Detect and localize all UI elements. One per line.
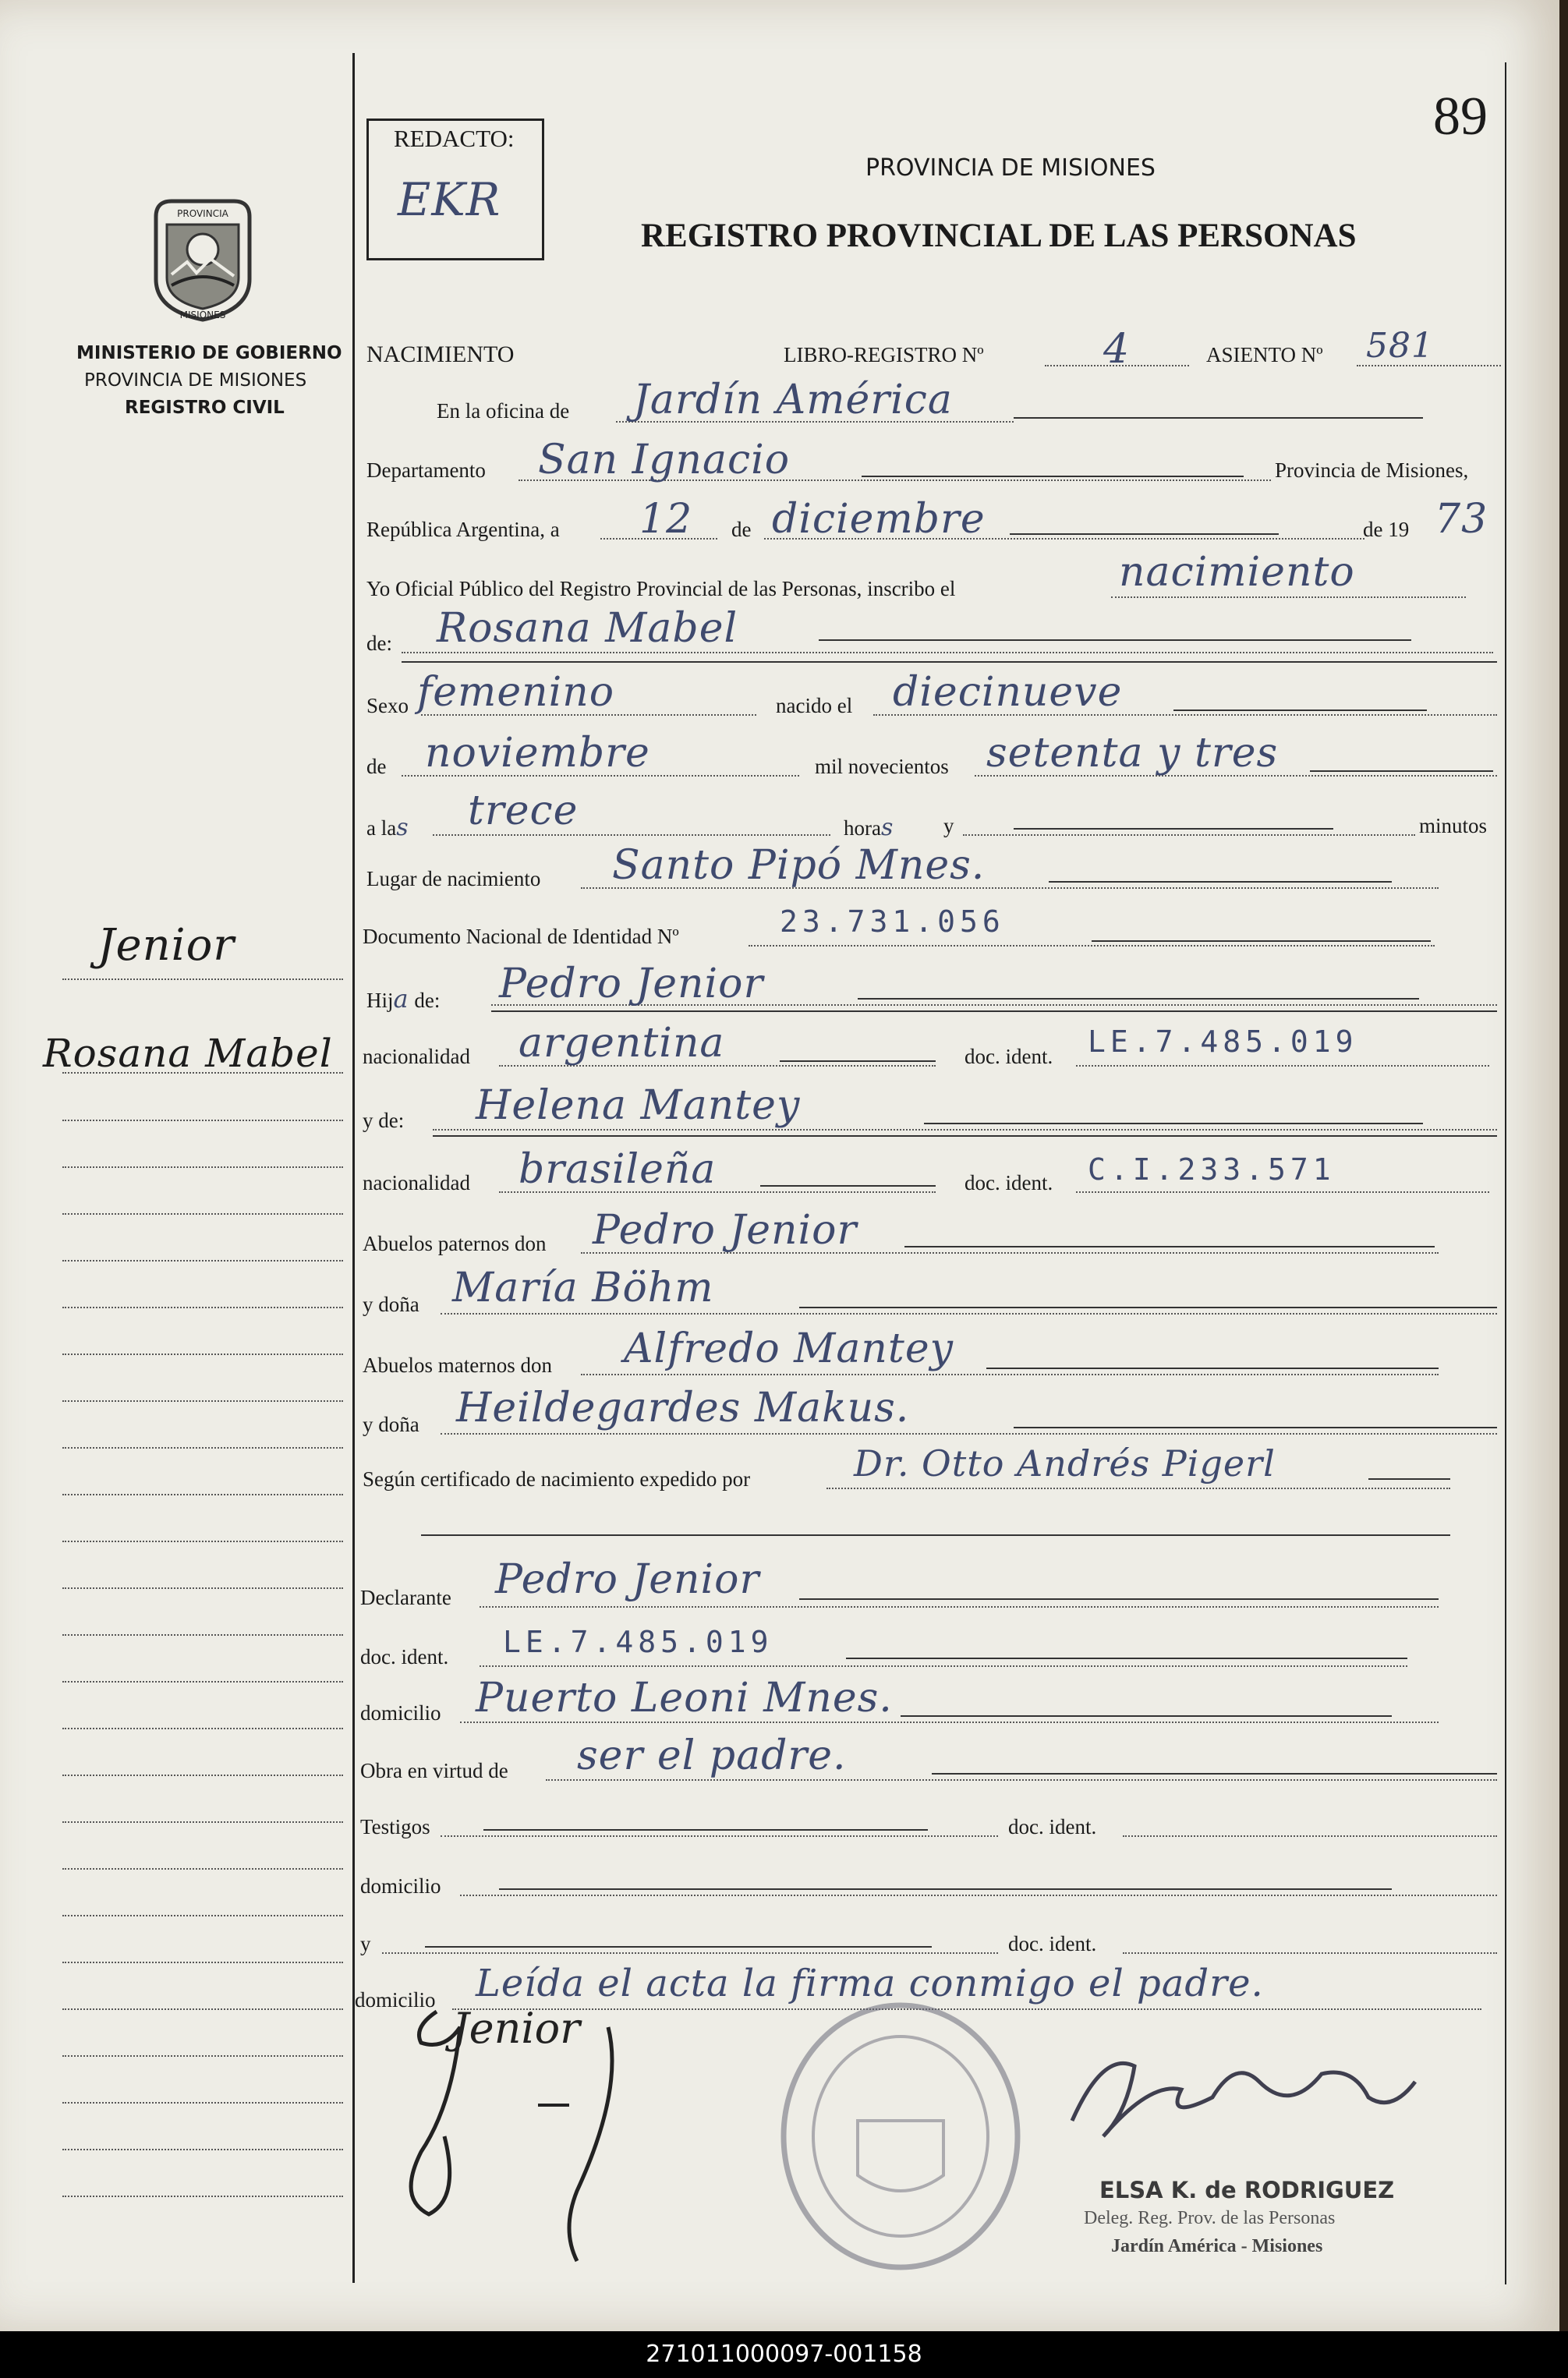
hora-label: horas xyxy=(844,814,894,841)
margin-ruled-line xyxy=(62,1868,343,1870)
redacto-label: REDACTO: xyxy=(394,125,515,152)
republica-label: República Argentina, a xyxy=(366,518,560,541)
margin-ruled-line xyxy=(62,2102,343,2104)
nacido-value: diecinueve xyxy=(893,669,1123,716)
margin-ruled-line xyxy=(62,1447,343,1449)
maternal-grandmother: Heildegardes Makus. xyxy=(456,1385,910,1431)
asiento-label: ASIENTO Nº xyxy=(1206,343,1323,366)
mother-nationality: brasileña xyxy=(519,1146,717,1193)
margin-ruled-line xyxy=(62,1775,343,1776)
margin-ruled-line xyxy=(62,1681,343,1683)
official-stamp xyxy=(772,1996,1029,2277)
margin-divider xyxy=(352,53,355,2283)
folio-number: 89 xyxy=(1433,87,1488,147)
birth-year: setenta y tres xyxy=(986,730,1279,777)
official-name: ELSA K. de RODRIGUEZ xyxy=(1099,2177,1395,2203)
oficina-label: En la oficina de xyxy=(437,399,570,423)
redacto-initials: EKR xyxy=(398,173,501,226)
lugar-value: Santo Pipó Mnes. xyxy=(612,842,986,889)
margin-ruled-line xyxy=(62,1821,343,1823)
provincial-emblem xyxy=(140,193,265,324)
declarante-value: Pedro Jenior xyxy=(495,1556,760,1603)
margin-ruled-line xyxy=(62,1541,343,1542)
maternal-grandfather: Alfredo Mantey xyxy=(624,1325,954,1372)
official-place: Jardín América - Misiones xyxy=(1111,2236,1323,2256)
province-label: PROVINCIA DE MISIONES xyxy=(84,370,307,391)
docid-label: doc. ident. xyxy=(360,1645,449,1668)
ydona2-label: y doña xyxy=(363,1413,419,1436)
a-la-label: a las xyxy=(366,814,409,841)
month-value: diciembre xyxy=(772,496,986,543)
oficina-value: Jardín América xyxy=(633,377,953,423)
margin-ruled-line xyxy=(62,1587,343,1589)
official-signature xyxy=(1057,2035,1439,2152)
domicilio-label: domicilio xyxy=(360,1701,441,1725)
father-doc: LE.7.485.019 xyxy=(1088,1024,1358,1059)
asiento-number: 581 xyxy=(1366,326,1434,366)
margin-ruled-line xyxy=(62,1307,343,1308)
margin-ruled-line xyxy=(62,1120,343,1121)
margin-ruled-line xyxy=(62,2055,343,2057)
libro-number: 4 xyxy=(1103,326,1131,373)
ministry-label: MINISTERIO DE GOBIERNO xyxy=(76,343,342,363)
hour-value: trece xyxy=(468,787,579,834)
hij-label: Hija de: xyxy=(366,984,441,1014)
lugar-label: Lugar de nacimiento xyxy=(366,867,541,890)
doc1-label: doc. ident. xyxy=(965,1045,1053,1068)
sexo-value: femenino xyxy=(417,669,615,716)
margin-ruled-line xyxy=(62,1213,343,1215)
official-role: Deleg. Reg. Prov. de las Personas xyxy=(1084,2208,1336,2228)
declarante-doc: LE.7.485.019 xyxy=(503,1625,773,1659)
paternal-grandmother: María Böhm xyxy=(452,1265,714,1311)
day-value: 12 xyxy=(639,496,693,543)
year-prefix: de 19 xyxy=(1363,518,1410,541)
de2-label: de xyxy=(366,755,387,778)
obra-label: Obra en virtud de xyxy=(360,1759,508,1782)
domicilio-value: Puerto Leoni Mnes. xyxy=(476,1675,893,1722)
paternal-grandfather: Pedro Jenior xyxy=(593,1207,858,1254)
libro-label: LIBRO-REGISTRO Nº xyxy=(784,343,984,366)
leida-note: Leída el acta la firma conmigo el padre. xyxy=(476,1962,1264,2005)
segun-label: Según certificado de nacimiento expedido por xyxy=(363,1467,751,1491)
doc-t2-label: doc. ident. xyxy=(1008,1932,1097,1955)
y2-label: y xyxy=(360,1932,371,1955)
declarante-label: Declarante xyxy=(360,1586,451,1609)
mother-doc: C.I.233.571 xyxy=(1088,1152,1336,1187)
year-value: 73 xyxy=(1435,496,1488,543)
abp-label: Abuelos paternos don xyxy=(363,1232,547,1255)
margin-ruled-line xyxy=(62,1634,343,1636)
civil-registry-label: REGISTRO CIVIL xyxy=(125,398,285,418)
image-id-band xyxy=(0,2331,1568,2378)
abm-label: Abuelos maternos don xyxy=(363,1354,552,1377)
province-heading: PROVINCIA DE MISIONES xyxy=(865,154,1156,182)
margin-ruled-line xyxy=(62,2008,343,2010)
birth-month: noviembre xyxy=(425,730,650,777)
father-nationality: argentina xyxy=(519,1020,725,1067)
child-name: Rosana Mabel xyxy=(437,605,738,652)
dni-value: 23.731.056 xyxy=(780,904,1005,939)
doc2-label: doc. ident. xyxy=(965,1171,1053,1194)
testigos-label: Testigos xyxy=(360,1815,430,1838)
margin-ruled-line xyxy=(62,1915,343,1916)
inscribo-value: nacimiento xyxy=(1119,549,1355,596)
emblem-top-text: PROVINCIA xyxy=(177,208,228,219)
margin-ruled-line xyxy=(62,2149,343,2150)
margin-ruled-line xyxy=(62,2196,343,2197)
image-id: 271011000097-001158 xyxy=(646,2341,922,2368)
declarant-signature xyxy=(390,1996,647,2277)
nacido-label: nacido el xyxy=(776,694,853,717)
declarant-signature-text: Jenior xyxy=(452,2004,580,2053)
de-label: de xyxy=(731,518,752,541)
provincia-suffix: Provincia de Misiones, xyxy=(1275,458,1469,482)
oficial-statement: Yo Oficial Público del Registro Provincial de las Personas, inscribo el xyxy=(366,577,956,600)
domicilio2-label: domicilio xyxy=(360,1874,441,1898)
registry-title: REGISTRO PROVINCIAL DE LAS PERSONAS xyxy=(641,218,1357,254)
margin-ruled-line xyxy=(62,1494,343,1495)
mother-name: Helena Mantey xyxy=(476,1082,801,1129)
margin-ruled-line xyxy=(62,1400,343,1402)
margin-given-names: Rosana Mabel xyxy=(43,1031,333,1076)
departamento-value: San Ignacio xyxy=(538,437,791,483)
margin-ruled-line xyxy=(62,1354,343,1355)
right-border xyxy=(1505,62,1506,2284)
ydona1-label: y doña xyxy=(363,1293,419,1316)
sexo-label: Sexo xyxy=(366,694,409,717)
minutos-label: minutos xyxy=(1419,814,1488,837)
dni-label: Documento Nacional de Identidad Nº xyxy=(363,925,679,948)
margin-ruled-line xyxy=(62,1962,343,1963)
nac2-label: nacionalidad xyxy=(363,1171,470,1194)
certificado-value: Dr. Otto Andrés Pigerl xyxy=(854,1442,1276,1484)
margin-ruled-line xyxy=(62,1166,343,1168)
yde-label: y de: xyxy=(363,1109,405,1132)
de-colon-label: de: xyxy=(366,632,392,655)
mil-label: mil novecientos xyxy=(815,755,949,778)
father-name: Pedro Jenior xyxy=(499,961,764,1007)
obra-value: ser el padre. xyxy=(577,1732,847,1779)
margin-ruled-line xyxy=(62,1260,343,1262)
margin-surname: Jenior xyxy=(97,920,235,971)
margin-ruled-line xyxy=(62,1728,343,1729)
domicilio3-label: domicilio xyxy=(355,1988,436,2012)
doc-t-label: doc. ident. xyxy=(1008,1815,1097,1838)
departamento-label: Departamento xyxy=(366,458,486,482)
nacimiento-label: NACIMIENTO xyxy=(366,341,515,367)
y-label: y xyxy=(943,814,954,837)
emblem-bottom-text: MISIONES xyxy=(179,310,226,320)
nac1-label: nacionalidad xyxy=(363,1045,470,1068)
